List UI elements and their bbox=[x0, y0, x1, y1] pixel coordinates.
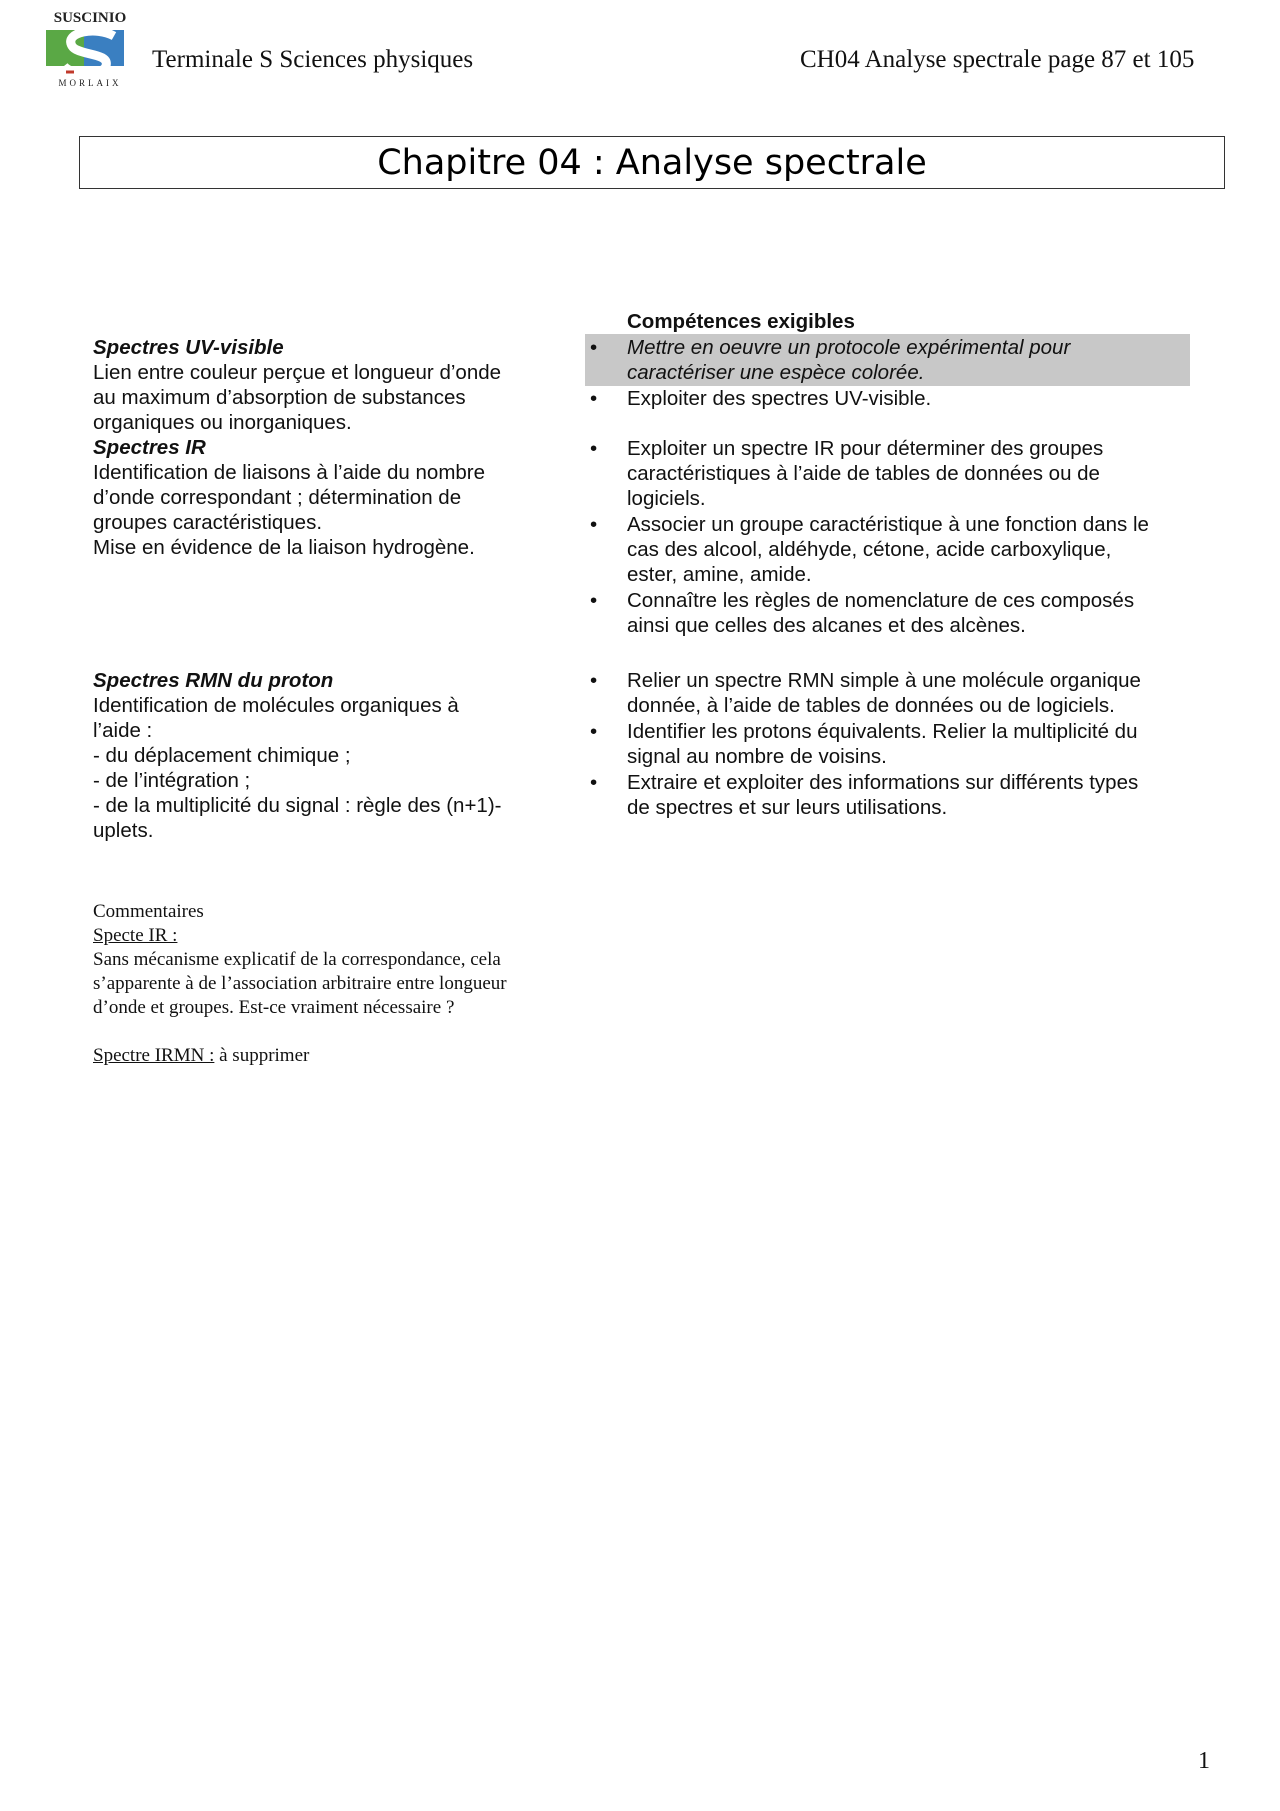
notion-uv-visible bbox=[93, 335, 553, 560]
competence-item bbox=[590, 719, 1190, 769]
competence-line: ainsi que celles des alcanes et des alcènes. bbox=[627, 614, 1026, 637]
notion-rmn-line: - de la multiplicité du signal : règle des (n+1)- bbox=[93, 794, 502, 817]
notion-rmn-line: - de l’intégration ; bbox=[93, 769, 251, 792]
school-logo bbox=[44, 8, 136, 90]
logo-text: SUSCINIO bbox=[53, 10, 127, 26]
comments-heading: Commentaires bbox=[93, 901, 204, 922]
notion-uv-line: organiques ou inorganiques. bbox=[93, 411, 352, 434]
competence-item bbox=[590, 588, 1190, 638]
notion-rmn bbox=[93, 668, 553, 843]
competence-item bbox=[590, 436, 1190, 511]
notion-uv-line: Lien entre couleur perçue et longueur d’onde bbox=[93, 361, 502, 384]
competence-line: Relier un spectre RMN simple à une molécule organique bbox=[627, 669, 1141, 692]
competence-item bbox=[590, 512, 1190, 587]
competence-line: de spectres et sur leurs utilisations. bbox=[627, 796, 948, 819]
comment-ir-label: Specte IR : bbox=[93, 925, 178, 946]
competence-line: Identifier les protons équivalents. Relier la multiplicité du bbox=[627, 720, 1138, 743]
bullet-icon: • bbox=[590, 720, 598, 743]
competence-item bbox=[590, 386, 1190, 411]
page-number: 1 bbox=[1198, 1748, 1210, 1774]
comments-block bbox=[93, 900, 507, 1068]
page-title: Chapitre 04 : Analyse spectrale bbox=[377, 143, 927, 183]
competence-line: logiciels. bbox=[627, 487, 706, 510]
competence-line: Exploiter des spectres UV-visible. bbox=[627, 387, 932, 410]
competence-line: caractériser une espèce colorée. bbox=[627, 361, 925, 384]
notion-rmn-line: Identification de molécules organiques à bbox=[93, 694, 459, 717]
comment-ir-line: Sans mécanisme explicatif de la correspondance, cela bbox=[93, 949, 501, 970]
notion-ir-line: Identification de liaisons à l’aide du nombre bbox=[93, 461, 486, 484]
notion-ir-line: d’onde correspondant ; détermination de bbox=[93, 486, 462, 509]
bullet-icon: • bbox=[590, 437, 598, 460]
competence-line: Associer un groupe caractéristique à une fonction dans le bbox=[627, 513, 1149, 536]
bullet-icon: • bbox=[590, 336, 598, 359]
header-chapter-ref: CH04 Analyse spectrale page 87 et 105 bbox=[800, 46, 1195, 73]
notion-uv-line: au maximum d’absorption de substances bbox=[93, 386, 466, 409]
competence-line: Extraire et exploiter des informations sur différents types bbox=[627, 771, 1139, 794]
competence-line: signal au nombre de voisins. bbox=[627, 745, 887, 768]
bullet-icon: • bbox=[590, 589, 598, 612]
title-box bbox=[79, 136, 1225, 189]
comment-ir-line: d’onde et groupes. Est-ce vraiment nécessaire ? bbox=[93, 997, 455, 1018]
competence-line: Mettre en oeuvre un protocole expérimental pour bbox=[627, 336, 1071, 359]
notion-ir-title: Spectres IR bbox=[93, 436, 206, 459]
competence-item bbox=[590, 335, 1190, 385]
bullet-icon: • bbox=[590, 387, 598, 410]
logo-subtext: MORLAIX bbox=[58, 78, 122, 88]
competence-line: donnée, à l’aide de tables de données ou de logiciels. bbox=[627, 694, 1115, 717]
competences-title: Compétences exigibles bbox=[627, 310, 855, 333]
notion-uv-title: Spectres UV-visible bbox=[93, 336, 284, 359]
competence-line: caractéristiques à l’aide de tables de données ou de bbox=[627, 462, 1100, 485]
comment-ir-line: s’apparente à de l’association arbitraire entre longueur bbox=[93, 973, 507, 994]
notion-rmn-line: - du déplacement chimique ; bbox=[93, 744, 351, 767]
comment-irmn-text: à supprimer bbox=[214, 1045, 310, 1066]
header-course: Terminale S Sciences physiques bbox=[152, 46, 474, 73]
competence-line: ester, amine, amide. bbox=[627, 563, 812, 586]
notion-rmn-title: Spectres RMN du proton bbox=[93, 669, 334, 692]
notion-rmn-line: uplets. bbox=[93, 819, 154, 842]
comment-irmn-label: Spectre IRMN : bbox=[93, 1045, 215, 1066]
bullet-icon: • bbox=[590, 669, 598, 692]
competence-line: Exploiter un spectre IR pour déterminer des groupes bbox=[627, 437, 1104, 460]
bullet-icon: • bbox=[590, 513, 598, 536]
notion-ir-line: Mise en évidence de la liaison hydrogène. bbox=[93, 536, 475, 559]
bullet-icon: • bbox=[590, 771, 598, 794]
notion-ir-line: groupes caractéristiques. bbox=[93, 511, 323, 534]
notion-rmn-line: l’aide : bbox=[93, 719, 153, 742]
competence-item bbox=[590, 770, 1190, 820]
competence-line: Connaître les règles de nomenclature de ces composés bbox=[627, 589, 1135, 612]
competence-line: cas des alcool, aldéhyde, cétone, acide carboxylique, bbox=[627, 538, 1112, 561]
competence-item bbox=[590, 668, 1190, 718]
